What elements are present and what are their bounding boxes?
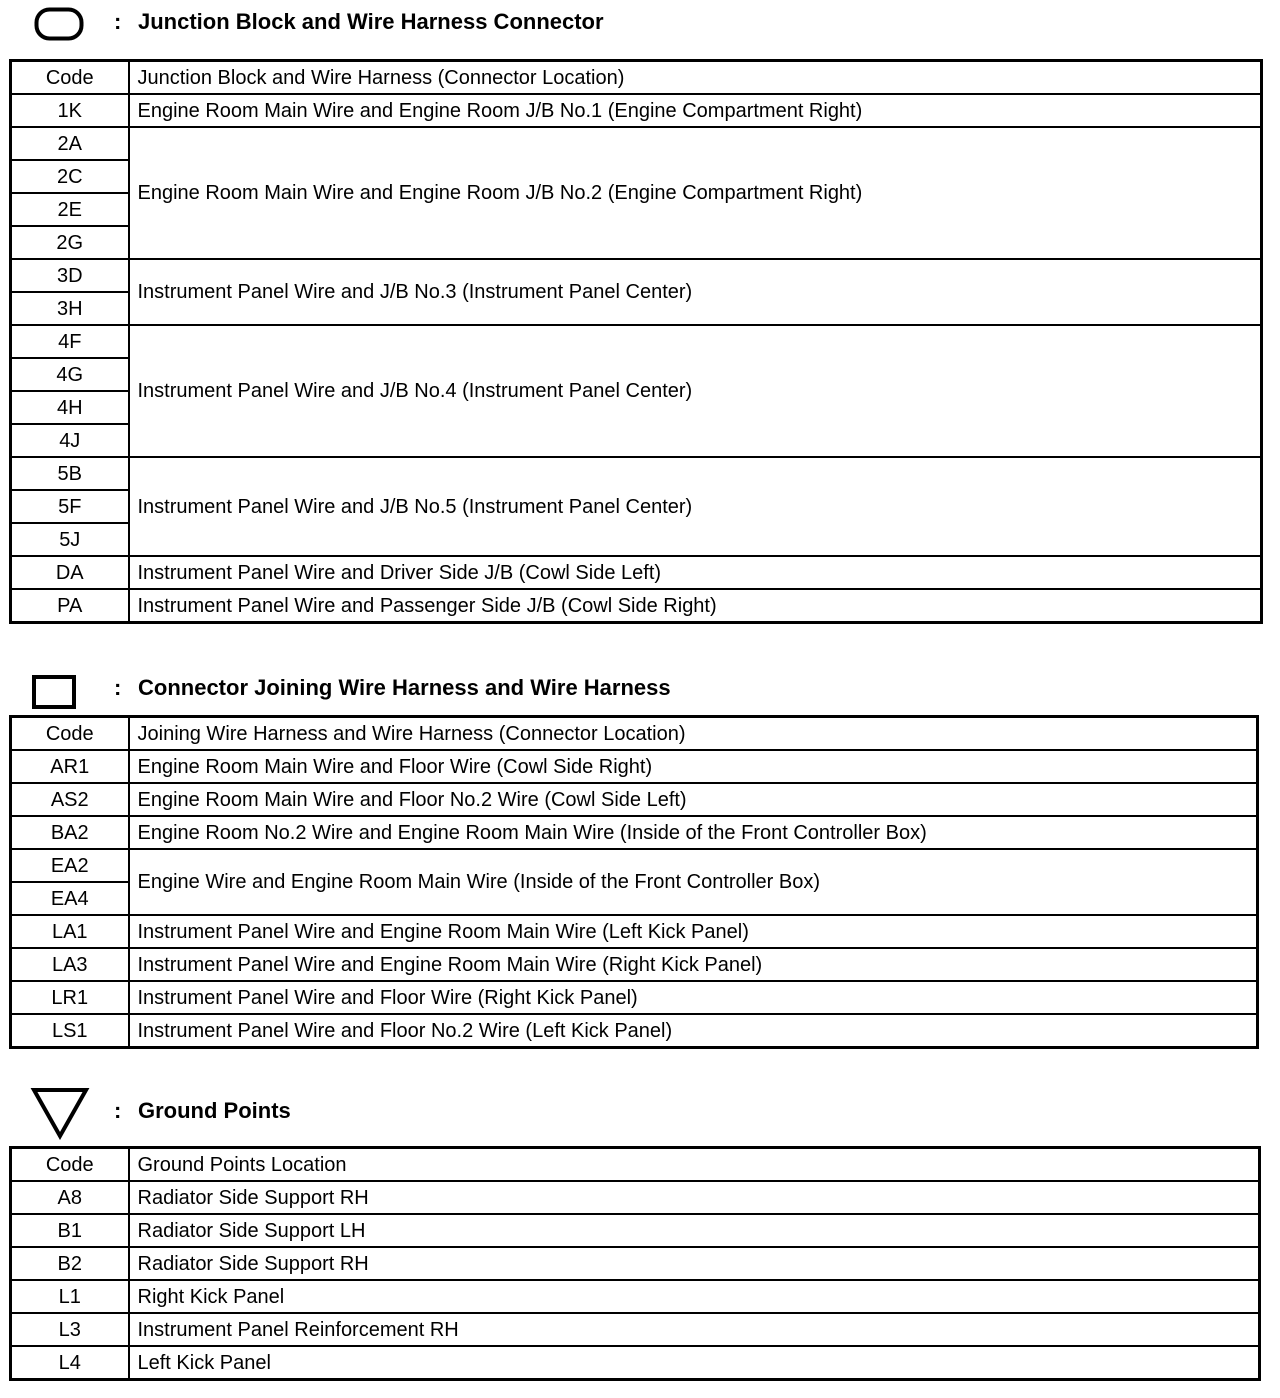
section-title: Junction Block and Wire Harness Connector <box>138 9 604 34</box>
table-row <box>11 1280 1260 1313</box>
header-description: Junction Block and Wire Harness (Connector Location) <box>129 61 1262 95</box>
code-cell: DA <box>11 556 129 589</box>
header-code: Code <box>11 717 129 751</box>
code-cell: PA <box>11 589 129 623</box>
code-cell: 5J <box>11 523 129 556</box>
code-cell: 4J <box>11 424 129 457</box>
table-header-row <box>11 1148 1260 1182</box>
location-cell: Radiator Side Support RH <box>129 1181 1260 1214</box>
code-cell: 2C <box>11 160 129 193</box>
header-description: Ground Points Location <box>129 1148 1260 1182</box>
location-cell: Instrument Panel Wire and J/B No.5 (Instrument Panel Center) <box>129 457 1262 556</box>
triangle-down-icon <box>30 1086 90 1140</box>
table-row <box>11 127 1262 160</box>
code-cell: A8 <box>11 1181 129 1214</box>
rounded-rect-icon <box>34 7 84 41</box>
location-cell: Engine Wire and Engine Room Main Wire (Inside of the Front Controller Box) <box>129 849 1258 915</box>
code-cell: 2E <box>11 193 129 226</box>
code-cell: BA2 <box>11 816 129 849</box>
code-cell: 4G <box>11 358 129 391</box>
location-cell: Right Kick Panel <box>129 1280 1260 1313</box>
location-cell: Radiator Side Support LH <box>129 1214 1260 1247</box>
section-title: Ground Points <box>138 1098 291 1123</box>
code-cell: 5F <box>11 490 129 523</box>
code-cell: EA4 <box>11 882 129 915</box>
code-cell: 5B <box>11 457 129 490</box>
location-cell: Instrument Panel Wire and Engine Room Main Wire (Right Kick Panel) <box>129 948 1258 981</box>
table-row <box>11 1346 1260 1380</box>
square-icon <box>32 675 76 709</box>
code-cell: 2A <box>11 127 129 160</box>
connector-joining-table <box>9 715 1259 1049</box>
location-cell: Left Kick Panel <box>129 1346 1260 1380</box>
table-row <box>11 1181 1260 1214</box>
table-row <box>11 1014 1258 1048</box>
location-cell: Instrument Panel Wire and Engine Room Main Wire (Left Kick Panel) <box>129 915 1258 948</box>
code-cell: LA3 <box>11 948 129 981</box>
table-row <box>11 457 1262 490</box>
table-row <box>11 94 1262 127</box>
table-row <box>11 816 1258 849</box>
code-cell: L1 <box>11 1280 129 1313</box>
location-cell: Engine Room Main Wire and Floor No.2 Wire (Cowl Side Left) <box>129 783 1258 816</box>
code-cell: 1K <box>11 94 129 127</box>
location-cell: Instrument Panel Wire and Passenger Side J/B (Cowl Side Right) <box>129 589 1262 623</box>
location-cell: Instrument Panel Wire and Driver Side J/B (Cowl Side Left) <box>129 556 1262 589</box>
section-heading-ground-points <box>0 1086 1280 1132</box>
table-row <box>11 1247 1260 1280</box>
junction-block-table <box>9 59 1263 624</box>
location-cell: Radiator Side Support RH <box>129 1247 1260 1280</box>
section-heading-junction-block <box>0 0 1280 46</box>
table-header-row <box>11 61 1262 95</box>
location-cell: Instrument Panel Wire and Floor Wire (Right Kick Panel) <box>129 981 1258 1014</box>
heading-colon: : <box>114 1098 122 1123</box>
header-description: Joining Wire Harness and Wire Harness (Connector Location) <box>129 717 1258 751</box>
table-row <box>11 325 1262 358</box>
code-cell: EA2 <box>11 849 129 882</box>
location-cell: Instrument Panel Wire and J/B No.3 (Instrument Panel Center) <box>129 259 1262 325</box>
code-cell: LA1 <box>11 915 129 948</box>
header-code: Code <box>11 61 129 95</box>
code-cell: AS2 <box>11 783 129 816</box>
code-cell: B2 <box>11 1247 129 1280</box>
table-row <box>11 783 1258 816</box>
location-cell: Engine Room Main Wire and Engine Room J/B No.1 (Engine Compartment Right) <box>129 94 1262 127</box>
heading-colon: : <box>114 675 122 700</box>
table-row <box>11 1214 1260 1247</box>
header-code: Code <box>11 1148 129 1182</box>
code-cell: LR1 <box>11 981 129 1014</box>
code-cell: 4F <box>11 325 129 358</box>
code-cell: L3 <box>11 1313 129 1346</box>
table-row <box>11 981 1258 1014</box>
table-row <box>11 849 1258 882</box>
code-cell: L4 <box>11 1346 129 1380</box>
location-cell: Engine Room No.2 Wire and Engine Room Main Wire (Inside of the Front Controller Box) <box>129 816 1258 849</box>
heading-colon: : <box>114 9 122 34</box>
code-cell: 4H <box>11 391 129 424</box>
table-row <box>11 1313 1260 1346</box>
code-cell: 3D <box>11 259 129 292</box>
table-row <box>11 259 1262 292</box>
location-cell: Engine Room Main Wire and Engine Room J/B No.2 (Engine Compartment Right) <box>129 127 1262 259</box>
code-cell: LS1 <box>11 1014 129 1048</box>
location-cell: Engine Room Main Wire and Floor Wire (Cowl Side Right) <box>129 750 1258 783</box>
section-title: Connector Joining Wire Harness and Wire Harness <box>138 675 671 700</box>
location-cell: Instrument Panel Reinforcement RH <box>129 1313 1260 1346</box>
code-cell: B1 <box>11 1214 129 1247</box>
code-cell: 2G <box>11 226 129 259</box>
code-cell: AR1 <box>11 750 129 783</box>
table-row <box>11 948 1258 981</box>
location-cell: Instrument Panel Wire and J/B No.4 (Instrument Panel Center) <box>129 325 1262 457</box>
section-heading-connector-joining <box>0 668 1280 714</box>
location-cell: Instrument Panel Wire and Floor No.2 Wire (Left Kick Panel) <box>129 1014 1258 1048</box>
table-row <box>11 589 1262 623</box>
code-cell: 3H <box>11 292 129 325</box>
ground-points-table <box>9 1146 1261 1381</box>
table-row <box>11 750 1258 783</box>
table-header-row <box>11 717 1258 751</box>
table-row <box>11 915 1258 948</box>
table-row <box>11 556 1262 589</box>
